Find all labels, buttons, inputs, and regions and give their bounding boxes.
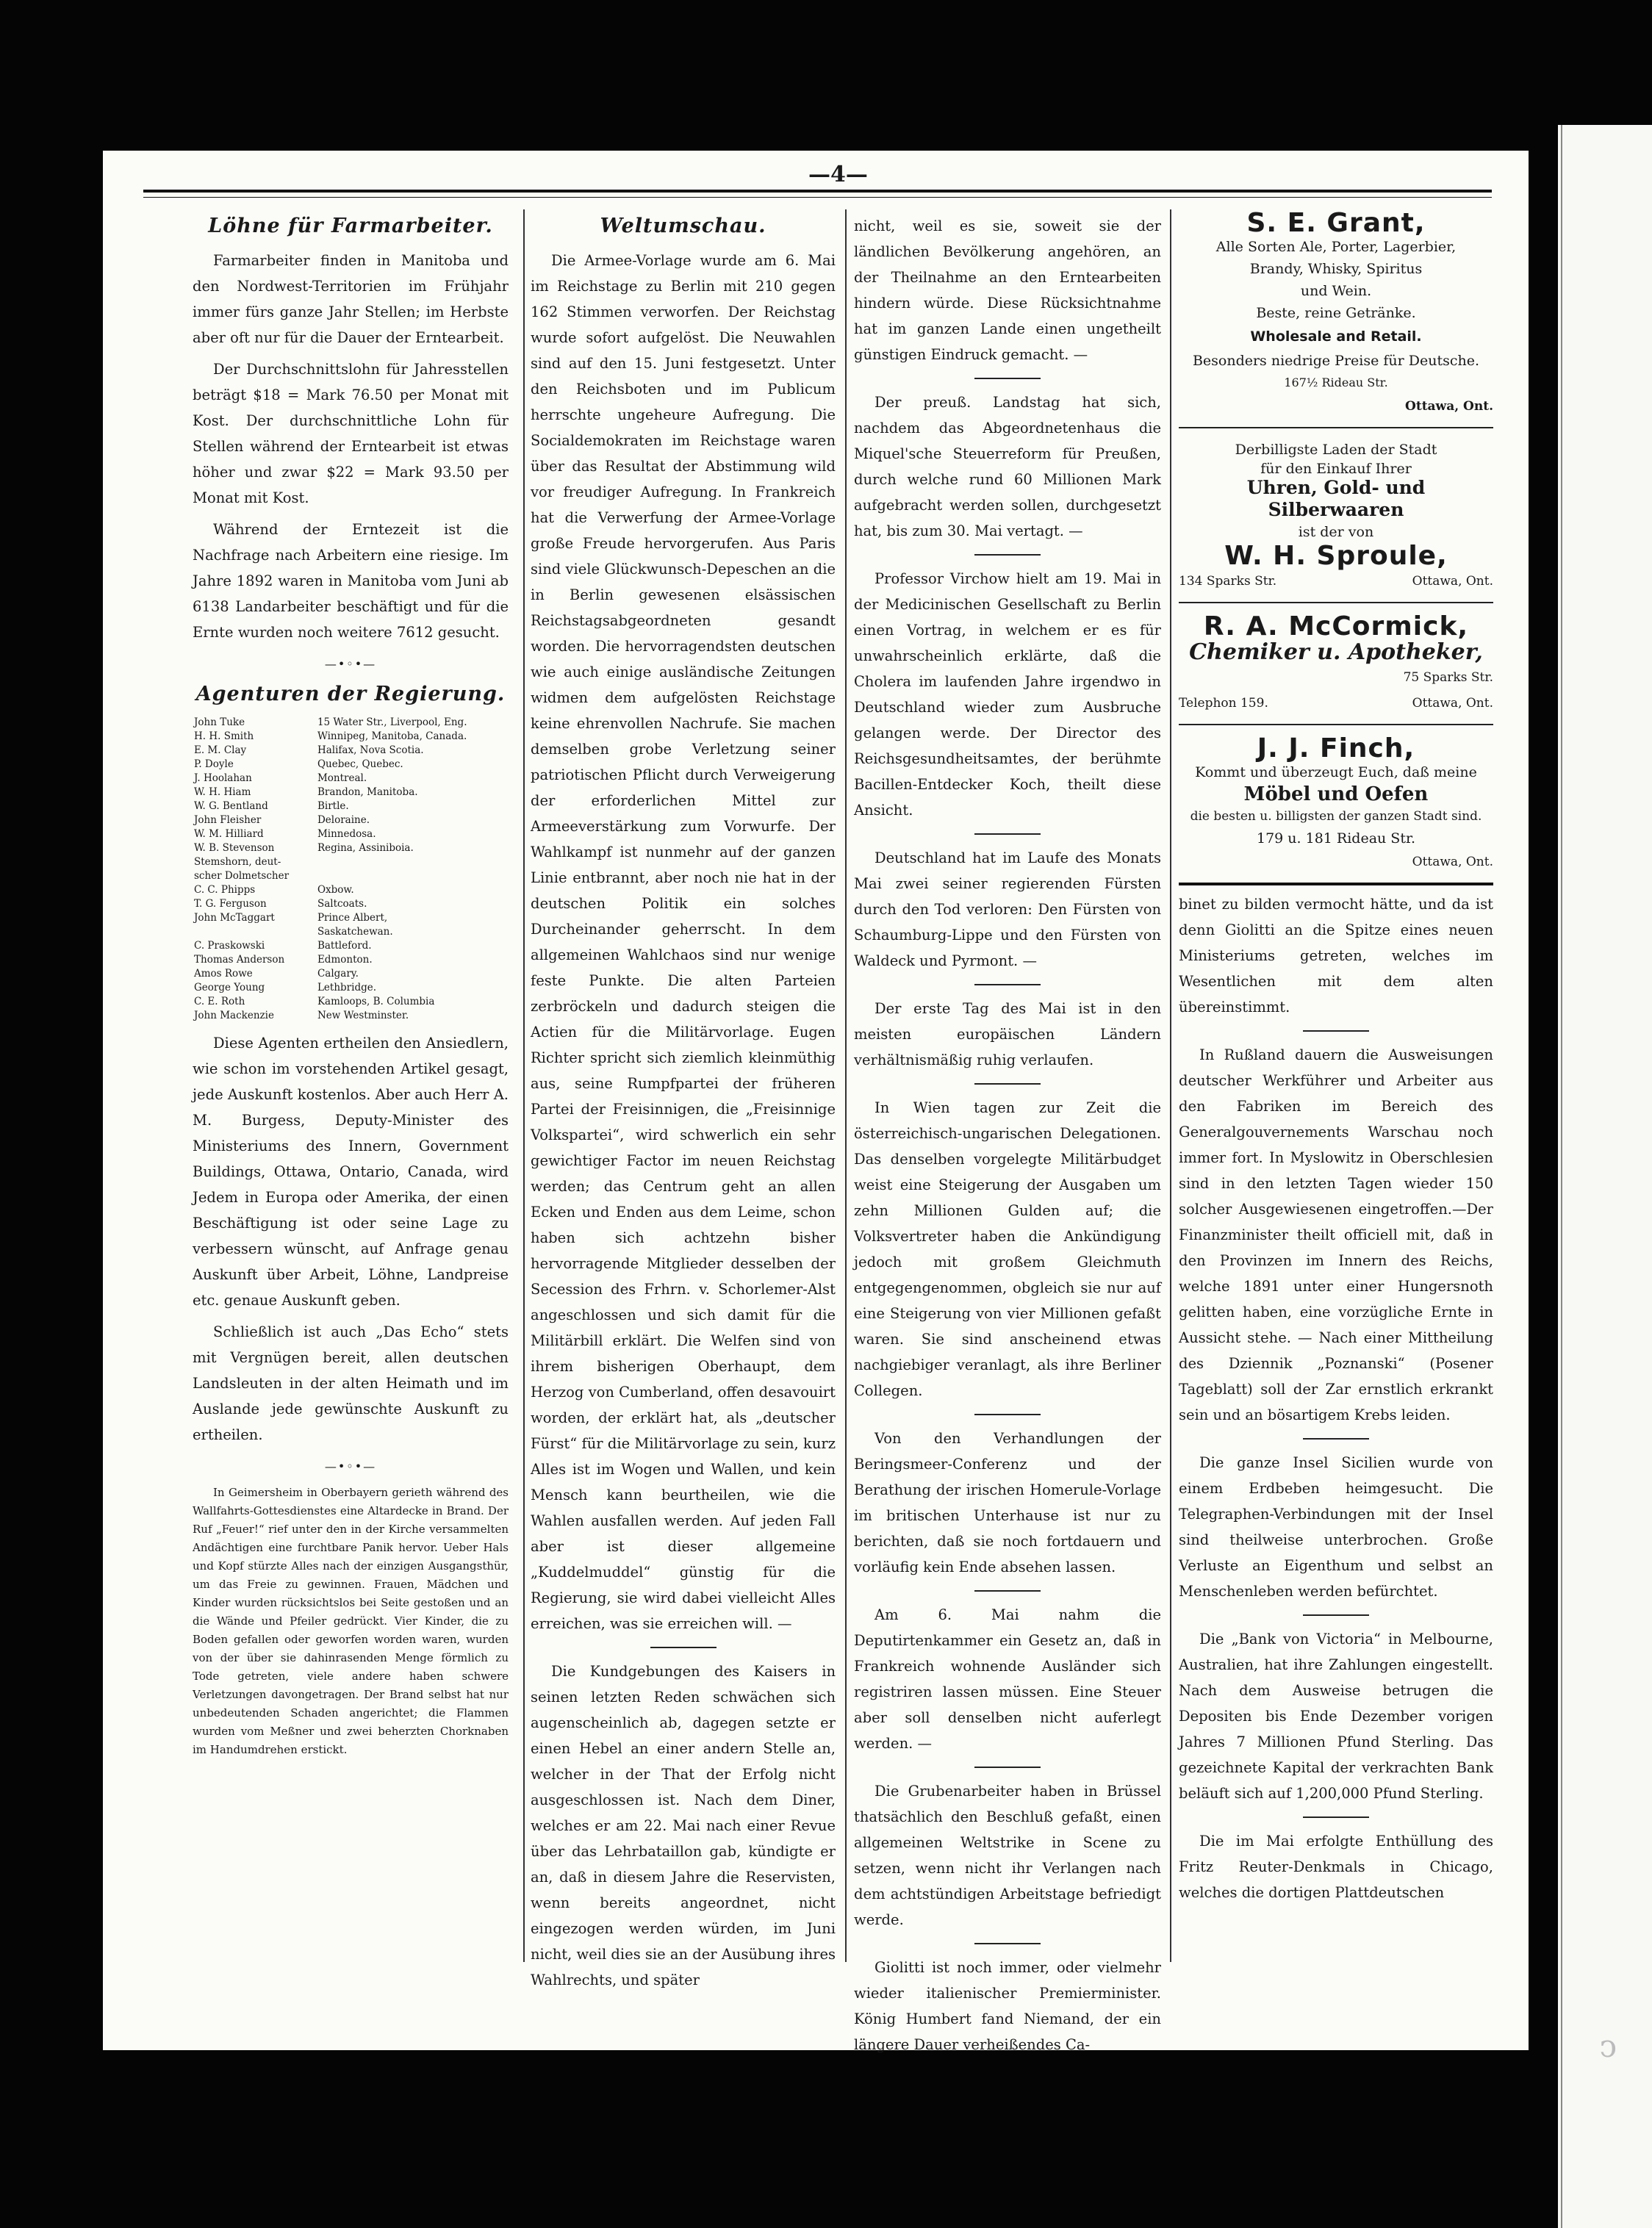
agent-name: Amos Rowe: [194, 968, 253, 980]
agent-name: W. H. Hiam: [194, 786, 251, 798]
article-paragraph: Der Durchschnittslohn für Jahresstellen beträgt $18 = Mark 76.50 per Monat mit Kost. Der durchschnittliche Lohn für Stellen während der Erntearbeit ist etwas höher und zwar $22 = Mark 93.50 per Monat mit Kost.: [193, 361, 509, 506]
separator: [974, 1767, 1041, 1768]
ad-address-row: [1179, 569, 1493, 594]
agent-name: E. M. Clay: [194, 744, 247, 756]
agent-address: Birtle.: [317, 800, 349, 812]
separator: [1303, 1030, 1369, 1032]
agent-row: [193, 995, 509, 1009]
heading-agencies: Agenturen der Regierung.: [195, 683, 506, 705]
agent-name: H. H. Smith: [194, 730, 254, 742]
separator: [974, 1083, 1041, 1085]
ad-line-large: Möbel und Oefen: [1243, 783, 1429, 805]
agent-address: Regina, Assiniboia.: [317, 842, 414, 854]
agent-row: [193, 939, 509, 953]
ornament-divider: —•◦•—: [324, 657, 377, 671]
ad-line-bold: Wholesale and Retail.: [1250, 328, 1422, 345]
ad-name: J. J. Finch,: [1257, 733, 1415, 763]
agent-name: John Fleisher: [194, 814, 262, 826]
adjacent-page-strip: [1558, 125, 1652, 2228]
column-1: [193, 213, 509, 1765]
agent-address: Winnipeg, Manitoba, Canada.: [317, 730, 467, 742]
agent-name: Stemshorn, deut-: [194, 856, 281, 868]
advertisement-finch: [1179, 731, 1493, 885]
separator: [1303, 1438, 1369, 1440]
agent-address: Prince Albert,: [317, 912, 388, 924]
agent-address: Montreal.: [317, 772, 367, 784]
agent-row: [193, 716, 509, 730]
article-paragraph: Der preuß. Landstag hat sich, nachdem das Abgeordnetenhaus die Miquel'sche Steuerreform für Preußen, durch welche rund 60 Millionen Mark aufgebracht werden sollen, durchgesetzt hat, bis zum 30. Mai vertagt. —: [854, 394, 1161, 539]
agent-name: George Young: [194, 982, 265, 993]
article-paragraph: Farmarbeiter finden in Manitoba und den Nordwest-Territorien im Frühjahr immer fürs ganze Jahr Stellen; im Herbste aber oft nur für die Dauer der Erntearbeit.: [193, 252, 509, 346]
agent-address: Deloraine.: [317, 814, 370, 826]
article-paragraph: Der erste Tag des Mai ist in den meisten europäischen Ländern verhältnismäßig ruhig verlaufen.: [854, 1000, 1161, 1068]
ad-line: Derbilligste Laden der Stadt: [1235, 442, 1437, 458]
separator: [974, 1943, 1041, 1944]
agent-address: Halifax, Nova Scotia.: [317, 744, 424, 756]
separator: [974, 1590, 1041, 1592]
agent-row: [193, 883, 509, 897]
ad-line: die besten u. billigsten der ganzen Stadt sind.: [1190, 809, 1482, 824]
ad-name: R. A. McCormick,: [1203, 611, 1469, 642]
ornament-divider: —•◦•—: [324, 1459, 377, 1473]
agent-name: P. Doyle: [194, 758, 234, 770]
separator: [974, 984, 1041, 985]
agent-row: [193, 869, 509, 883]
agents-table: [193, 716, 509, 1023]
ad-line: Kommt und überzeugt Euch, daß meine: [1195, 764, 1477, 780]
agent-name: C. C. Phipps: [194, 884, 256, 896]
agent-address: Oxbow.: [317, 884, 354, 896]
agent-row: [193, 758, 509, 772]
article-paragraph: In Wien tagen zur Zeit die österreichisch-ungarischen Delegationen. Das denselben vorgelegte Militärbudget weist eine Steigerung der Ausgaben um zehn Millionen Gulden auf; die Volksvertreter haben die Ankündigung jedoch mit großem Gleichmuth entgegengenommen, obgleich sie nur auf eine Steigerung von vier Millionen gefaßt waren. Sie sind anscheinend etwas nachgiebiger veranlagt, als ihre Berliner Collegen.: [854, 1099, 1161, 1399]
column-divider-1: [523, 209, 525, 1962]
ad-address: 179 u. 181 Rideau Str.: [1256, 830, 1415, 847]
agent-name: J. Hoolahan: [194, 772, 252, 784]
agent-address: Edmonton.: [317, 954, 373, 966]
advertisement-sproule: [1179, 434, 1493, 603]
agent-row: [193, 925, 509, 939]
agent-address: Saskatchewan.: [317, 926, 393, 938]
agent-name: John McTaggart: [194, 912, 275, 924]
article-paragraph: In Rußland dauern die Ausweisungen deutscher Werkführer und Arbeiter aus den Fabriken im Bereich des Generalgouvernements Warschau noch immer fort. In Myslowitz in Oberschlesien sind in den letzten Tagen wieder 150 solcher Ausgewiesenen eingetroffen.—Der Finanzminister theilt officiell mit, daß in den Provinzen im Innern des Reichs, welche 1891 unter einer Hungersnoth gelitten haben, eine vorzügliche Ernte in Aussicht stehe. — Nach einer Mittheilung des Dziennik „Poznanski“ (Posener Tageblatt) soll der Zar ernstlich erkrankt sein und an bösartigem Krebs leiden.: [1179, 1046, 1493, 1423]
separator: [974, 554, 1041, 556]
agent-row: [193, 855, 509, 869]
article-paragraph: Die Grubenarbeiter haben in Brüssel thatsächlich den Beschluß gefaßt, einen allgemeinen Weltstrike in Scene zu setzen, wenn nicht ihr Verlangen nach dem achtstündigen Arbeitstage befriedigt werde.: [854, 1783, 1161, 1928]
agent-row: [193, 1009, 509, 1023]
article-paragraph: Die im Mai erfolgte Enthüllung des Fritz Reuter-Denkmals in Chicago, welches die dortigen Plattdeutschen: [1179, 1833, 1493, 1901]
agent-name: Thomas Anderson: [194, 954, 285, 966]
separator: [974, 378, 1041, 379]
column-divider-3: [1170, 209, 1171, 1962]
separator: [1303, 1614, 1369, 1616]
article-paragraph: Professor Virchow hielt am 19. Mai in der Medicinischen Gesellschaft zu Berlin einen Vortrag, in welchem er es für unwahrscheinlich erklärte, daß die Cholera im laufenden Jahre irgendwo in Deutschland wieder zum Ausbruche gelangen werde. Der Director des Reichsgesundheitsamtes, der berühmte Bacillen-Entdecker Koch, theilt diese Ansicht.: [854, 570, 1161, 819]
agent-address: Calgary.: [317, 968, 359, 980]
agent-address: Lethbridge.: [317, 982, 377, 993]
agent-row: [193, 730, 509, 744]
article-paragraph: Die Kundgebungen des Kaisers in seinen letzten Reden schwächen sich augenscheinlich ab, dagegen setzte er einen Hebel an einer andern Stelle an, welcher in der That der Erfolg nicht ausgeschlossen ist. Nach dem Diner, welches er am 22. Mai nach einer Revue über das Lehrbataillon gab, kündigte er an, daß in diesem Jahre die Reservisten, wenn bereits angeordnet, nicht eingezogen werden würden, im Juni nicht, weil dies sie an der Ausübung ihres Wahlrechts, und später: [531, 1663, 836, 1988]
agent-row: [193, 786, 509, 799]
agent-address: [316, 869, 509, 883]
agent-address: [316, 855, 509, 869]
agent-row: [193, 813, 509, 827]
header-rule-thin: [143, 197, 1492, 198]
article-paragraph: Von den Verhandlungen der Beringsmeer-Conferenz und der Berathung der irischen Homerule-Vorlage im britischen Unterhause ist nur zu berichten, daß sie noch fortdauern und vorläufig kein Ende absehen lassen.: [854, 1430, 1161, 1575]
agent-row: [193, 911, 509, 925]
agent-name: [193, 925, 316, 939]
agent-name: W. B. Stevenson: [194, 842, 275, 854]
adjacent-page-edge: [1561, 125, 1562, 2228]
agent-address: Quebec, Quebec.: [317, 758, 403, 770]
agent-row: [193, 841, 509, 855]
agent-address: Kamloops, B. Columbia: [317, 996, 435, 1007]
agent-address: Battleford.: [317, 940, 372, 952]
ad-city: Ottawa, Ont.: [1412, 696, 1493, 711]
ad-name: W. H. Sproule,: [1224, 541, 1448, 571]
column-4: [1179, 206, 1493, 1911]
agent-row: [193, 981, 509, 995]
separator: [650, 1647, 717, 1648]
article-paragraph: Deutschland hat im Laufe des Monats Mai zwei seiner regierenden Fürsten durch den Tod verloren: Den Fürsten von Schaumburg-Lippe und den Fürsten von Waldeck und Pyrmont. —: [854, 849, 1161, 969]
agent-name: T. G. Ferguson: [194, 898, 267, 910]
ad-line: und Wein.: [1300, 283, 1372, 299]
heading-farm-wages: Löhne für Farmarbeiter.: [208, 215, 493, 237]
ad-city: Ottawa, Ont.: [1412, 855, 1493, 869]
column-3: [854, 213, 1161, 2063]
ad-city: Ottawa, Ont.: [1412, 574, 1493, 589]
ad-line: Besonders niedrige Preise für Deutsche.: [1192, 353, 1480, 369]
header-rule-thick: [143, 190, 1492, 193]
agent-address: Brandon, Manitoba.: [317, 786, 418, 798]
article-paragraph: nicht, weil es sie, soweit sie der ländlichen Bevölkerung angehören, an der Theilnahme an den Erntearbeiten hindern würde. Diese Rücksichtnahme hat im ganzen Lande einen ungetheilt günstigen Eindruck gemacht. —: [854, 218, 1161, 363]
agent-row: [193, 897, 509, 911]
article-paragraph: Am 6. Mai nahm die Deputirtenkammer ein Gesetz an, daß in Frankreich wohnende Ausländer sich registriren lassen müssen. Eine Steuer aber soll denselben nicht auferlegt werden. —: [854, 1606, 1161, 1752]
article-paragraph: Während der Erntezeit ist die Nachfrage nach Arbeitern eine riesige. Im Jahre 1892 waren in Manitoba vom Juni ab 6138 Landarbeiter beschäftigt und für die Ernte wurden noch weitere 7612 gesucht.: [193, 521, 509, 641]
advertisement-mccormick: [1179, 609, 1493, 725]
agent-row: [193, 967, 509, 981]
article-paragraph: binet zu bilden vermocht hätte, und da ist denn Giolitti an die Spitze eines neuen Ministeriums getreten, welches im Wesentlichen mit dem alten übereinstimmt.: [1179, 896, 1493, 1016]
article-paragraph: Diese Agenten ertheilen den Ansiedlern, wie schon im vorstehenden Artikel gesagt, jede Auskunft kostenlos. Aber auch Herr A. M. Burgess, Deputy-Minister des Ministeriums des Innern, Government Buildings, Ottawa, Ontario, Canada, wird Jedem in Europa oder Amerika, der einen Beschäftigung ist oder seine Lage zu verbessern wünscht, auf Anfrage genau Auskunft über Arbeit, Löhne, Landpreise etc. genaue Auskunft geben.: [193, 1035, 509, 1309]
ad-city: Ottawa, Ont.: [1405, 399, 1493, 414]
heading-world-review: Weltumschau.: [600, 215, 766, 237]
scan-mark: ↄ: [1599, 2028, 1617, 2064]
ad-line-large: Chemiker u. Apotheker,: [1189, 639, 1483, 665]
agent-name: W. M. Hilliard: [194, 828, 264, 840]
article-paragraph: Die Armee-Vorlage wurde am 6. Mai im Reichstage zu Berlin mit 210 gegen 162 Stimmen verworfen. Der Reichstag wurde sofort aufgelöst. Die Neuwahlen sind auf den 15. Juni festgesetzt. Unter den Reichsboten und im Publicum herrschte ungeheure Aufregung. Die Socialdemokraten im Reichstage waren über das Resultat der Abstimmung wild vor freudiger Aufregung. In Frankreich hat die Verwerfung der Armee-Vorlage große Freude hervorgerufen. Aus Paris sind viele Glückwunsch-Depeschen an die in Berlin gewesenen elsässischen Reichstagsabgeordneten gesandt worden. Die hervorragendsten deutschen wie auch einige ausländische Zeitungen widmen dem aufgelösten Reichstage keine ehrenvollen Nachrufe. Sie machen demselben grobe Verletzung seiner patriotischen Pflicht durch Verweigerung der erforderlichen Mittel zur Armeeverstärkung zum Vorwurfe. Der Wahlkampf ist nunmehr auf der ganzen Linie entbrannt, aber noch nie hat in der deutschen Politik ein solches Durcheinander geherrscht. In dem allgemeinen Wahlchaos sind nur wenige feste Punkte. Die alten Parteien zerbröckeln und dadurch steigen die Actien für die Militärvorlage. Eugen Richter spricht sich ziemlich kleinmüthig aus, seine Rumpfpartei der früheren Partei der Freisinnigen, die „Freisinnige Volkspartei“, wird schwerlich ein sehr gewichtiger Factor im neuen Reichstag werden; das Centrum geht an allen Ecken und Enden aus dem Leime, schon haben sich achtzehn bisher hervorragende Mitglieder desselben der Secession des Frhrn. v. Schorlemer-Alst angeschlossen und sich damit für die Militärbill erklärt. Die Welfen sind von ihrem bisherigen Oberhaupt, dem Herzog von Cumberland, offen desavouirt worden, der erklärt hat, als „deutscher Fürst“ für die Militärvorlage zu sein, kurz Alles ist im Wogen und Wallen, und kein Mensch kann beurtheilen, wie die Wahlen ausfallen werden. Auf jeden Fall aber ist dieser allgemeine „Kuddelmuddel“ günstig für die Regierung, sie wird dabei vielleicht Alles erreichen, was sie erreichen will. —: [531, 252, 836, 1632]
ad-line: für den Einkauf Ihrer: [1260, 461, 1412, 477]
ad-address-row: [1179, 691, 1493, 716]
agent-name: C. Praskowski: [194, 940, 265, 952]
agent-address: 15 Water Str., Liverpool, Eng.: [317, 716, 467, 728]
ad-line: Brandy, Whisky, Spiritus: [1249, 261, 1423, 277]
article-paragraph: Schließlich ist auch „Das Echo“ stets mit Vergnügen bereit, allen deutschen Landsleuten in der alten Heimath und im Auslande jede gewünschte Auskunft zu ertheilen.: [193, 1323, 509, 1443]
page-number: —4—: [808, 162, 868, 187]
agent-address: Saltcoats.: [317, 898, 367, 910]
ad-name: S. E. Grant,: [1246, 208, 1426, 238]
agent-row: [193, 772, 509, 786]
ad-address: 167½ Rideau Str.: [1284, 375, 1388, 389]
agent-name: W. G. Bentland: [194, 800, 268, 812]
agent-row: [193, 827, 509, 841]
agent-name: C. E. Roth: [194, 996, 245, 1007]
agent-name: scher Dolmetscher: [194, 870, 290, 882]
ad-address: 75 Sparks Str.: [1403, 670, 1493, 685]
agent-row: [193, 744, 509, 758]
ad-telephone: Telephon 159.: [1179, 696, 1268, 711]
ad-line: Beste, reine Getränke.: [1256, 305, 1416, 321]
ad-line-large: Uhren, Gold- und Silberwaaren: [1246, 477, 1426, 520]
ad-address: 134 Sparks Str.: [1179, 574, 1277, 589]
agent-address: Minnedosa.: [317, 828, 376, 840]
article-paragraph: Die „Bank von Victoria“ in Melbourne, Australien, hat ihre Zahlungen eingestellt. Nach dem Ausweise betrugen die Depositen bis Ende Dezember vorigen Jahres 7 Millionen Pfund Sterling. Das gezeichnete Kapital der verkrachten Bank beläuft sich auf 1,200,000 Pfund Sterling.: [1179, 1631, 1493, 1802]
article-paragraph: Die ganze Insel Sicilien wurde von einem Erdbeben heimgesucht. Die Telegraphen-Verbindungen mit der Insel sind theilweise unterbrochen. Große Verluste an Eigenthum und selbst an Menschenleben werden befürchtet.: [1179, 1454, 1493, 1600]
advertisement-grant: [1179, 206, 1493, 428]
agent-name: John Tuke: [194, 716, 245, 728]
column-2: [531, 213, 836, 1999]
article-paragraph: Giolitti ist noch immer, oder vielmehr wieder italienischer Premierminister. König Humbert fand Niemand, der ein längere Dauer verheißendes Ca-: [854, 1959, 1161, 2053]
ad-line: ist der von: [1298, 524, 1374, 540]
separator: [974, 1414, 1041, 1415]
agent-row: [193, 953, 509, 967]
separator: [974, 833, 1041, 835]
agent-row: [193, 799, 509, 813]
column-divider-2: [845, 209, 847, 1962]
agent-address: New Westminster.: [317, 1010, 409, 1021]
agent-name: John Mackenzie: [194, 1010, 274, 1021]
separator: [1303, 1816, 1369, 1818]
article-paragraph-small: In Geimersheim in Oberbayern gerieth während des Wallfahrts-Gottesdienstes eine Altardecke in Brand. Der Ruf „Feuer!“ rief unter den in der Kirche versammelten Andächtigen eine furchtbare Panik hervor. Ueber Hals und Kopf stürzte Alles nach der einzigen Ausgangsthür, um das Freie zu gewinnen. Frauen, Mädchen und Kinder wurden rücksichtslos bei Seite gestoßen und an die Wände und Pfeiler gedrückt. Vier Kinder, die zu Boden gefallen oder geworfen worden waren, wurden von der über sie dahinrasenden Menge förmlich zu Tode getreten, viele andere haben schwere Verletzungen davongetragen. Der Brand selbst hat nur unbedeutenden Schaden angerichtet; die Flammen wurden vom Meßner und zwei beherzten Chorknaben im Handumdrehen erstickt.: [193, 1486, 509, 1756]
ad-line: Alle Sorten Ale, Porter, Lagerbier,: [1215, 239, 1457, 255]
